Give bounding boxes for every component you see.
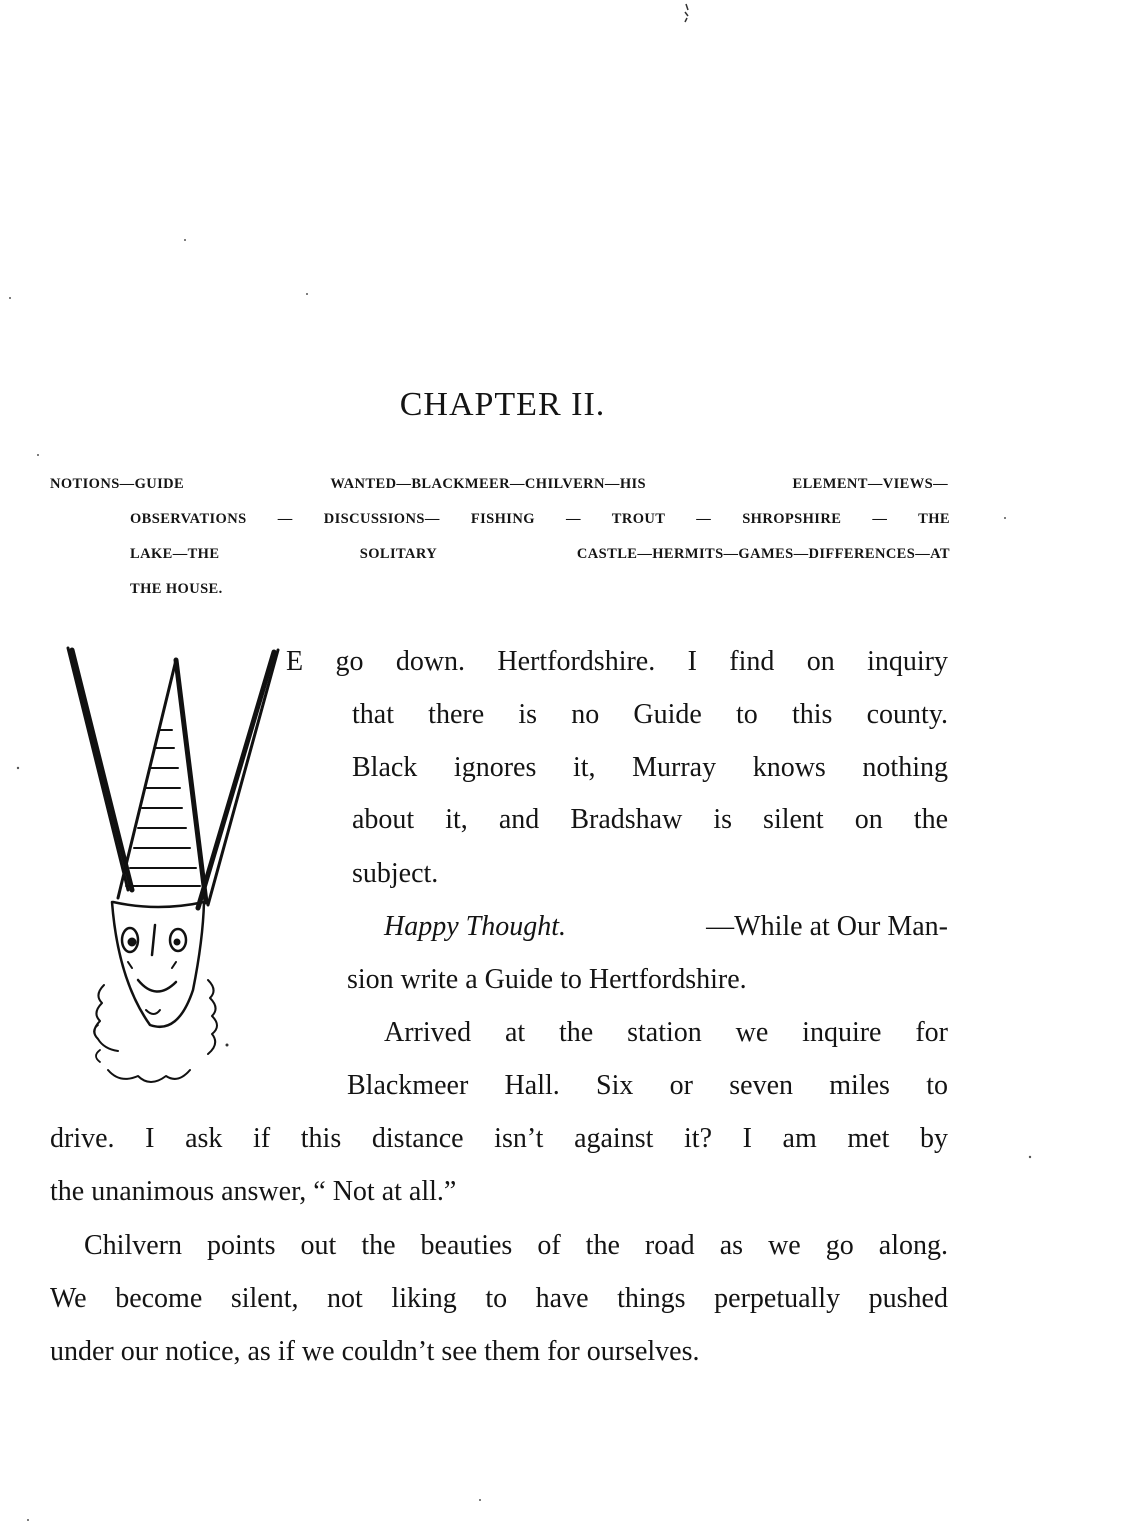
- initial-w-illustration: [58, 640, 288, 1100]
- body-text-line: drive. I ask if this distance isn’t against it? I am met by: [50, 1123, 948, 1154]
- body-text-line: Blackmeer Hall. Six or seven miles to: [347, 1070, 948, 1101]
- body-text-line: We become silent, not liking to have things perpetually pushed: [50, 1283, 948, 1314]
- body-text-line: Arrived at the station we inquire for: [384, 1017, 948, 1048]
- body-text-line: [384, 913, 948, 941]
- body-text-line: subject.: [352, 858, 439, 889]
- chapter-synopsis-line: NOTIONS—GUIDE WANTED—BLACKMEER—CHILVERN—HIS ELEMENT—VIEWS—: [50, 476, 948, 492]
- body-text-line: Black ignores it, Murray knows nothing: [352, 752, 948, 783]
- happy-thought-italic: Happy Thought.: [384, 911, 566, 942]
- body-text-line: that there is no Guide to this county.: [352, 699, 948, 730]
- body-text-fragment: —While at Our Man-: [706, 911, 948, 942]
- chapter-synopsis-line: OBSERVATIONS — DISCUSSIONS— FISHING — TROUT — SHROPSHIRE — THE: [130, 511, 950, 527]
- body-text-line: Chilvern points out the beauties of the road as we go along.: [84, 1230, 948, 1261]
- body-text-line: under our notice, as if we couldn’t see them for ourselves.: [50, 1336, 700, 1367]
- body-text-line: about it, and Bradshaw is silent on the: [352, 804, 948, 835]
- body-text-line: sion write a Guide to Hertfordshire.: [347, 964, 747, 995]
- body-text-line: E go down. Hertfordshire. I find on inquiry: [286, 646, 948, 677]
- chapter-synopsis-line: THE HOUSE.: [130, 581, 223, 597]
- chapter-synopsis-line: LAKE—THE SOLITARY CASTLE—HERMITS—GAMES—DIFFERENCES—AT: [130, 546, 950, 562]
- body-text-line: the unanimous answer, “ Not at all.”: [50, 1176, 457, 1207]
- chapter-title: CHAPTER II.: [399, 386, 606, 423]
